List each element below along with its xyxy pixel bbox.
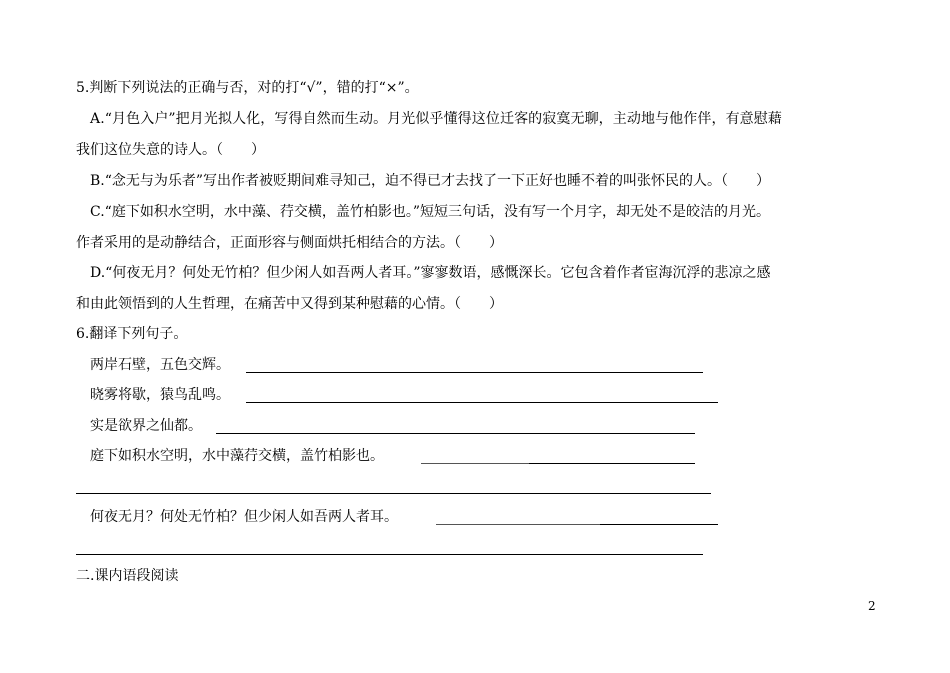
answer-line-2[interactable]	[246, 402, 718, 403]
answer-line-3[interactable]	[216, 433, 695, 434]
answer-line-5b[interactable]	[600, 524, 718, 525]
q5-option-a-line2: 我们这位失意的诗人。（ ）	[76, 142, 265, 158]
q5-option-b: B.“念无与为乐者”写出作者被贬期间难寻知己，迫不得已才去找了一下正好也睡不着的叫张怀民的人。（ ）	[90, 173, 771, 189]
q6-sentence-2: 晓雾将歇，猿鸟乱鸣。	[90, 387, 230, 403]
q5-option-a-line1: A.“月色入户”把月光拟人化，写得自然而生动。月光似乎懂得这位迁客的寂寞无聊，主动地与他作伴，有意慰藉	[90, 111, 782, 127]
q5-option-c-line2: 作者采用的是动静结合，正面形容与侧面烘托相结合的方法。（ ）	[76, 235, 503, 251]
q6-sentence-5: 何夜无月？何处无竹柏？但少闲人如吾两人者耳。	[90, 509, 398, 525]
answer-line-4c[interactable]	[76, 493, 711, 494]
section-2-heading: 二.课内语段阅读	[76, 568, 179, 584]
answer-line-5c[interactable]	[76, 554, 703, 555]
q6-sentence-4: 庭下如积水空明，水中藻荇交横，盖竹柏影也。	[90, 448, 384, 464]
q6-sentence-1: 两岸石壁，五色交辉。	[90, 357, 230, 373]
q5-option-d-line1: D.“何夜无月？何处无竹柏？但少闲人如吾两人者耳。”寥寥数语，感慨深长。它包含着作者宦海沉浮的悲凉之感	[90, 265, 771, 281]
answer-line-4b[interactable]	[529, 463, 695, 464]
q5-title: 5.判断下列说法的正确与否，对的打“√”，错的打“×”。	[76, 80, 419, 96]
answer-line-4a[interactable]	[421, 463, 529, 464]
q6-title: 6.翻译下列句子。	[76, 326, 188, 342]
answer-line-1[interactable]	[246, 372, 703, 373]
q5-option-d-line2: 和由此领悟到的人生哲理，在痛苦中又得到某种慰藉的心情。（ ）	[76, 296, 503, 312]
page-number: 2	[868, 599, 876, 613]
answer-line-5a[interactable]	[436, 524, 600, 525]
q5-option-c-line1: C.“庭下如积水空明，水中藻、荇交横，盖竹柏影也。”短短三句话，没有写一个月字，却无处不是皎洁的月光。	[90, 204, 770, 220]
q6-sentence-3: 实是欲界之仙都。	[90, 418, 202, 434]
